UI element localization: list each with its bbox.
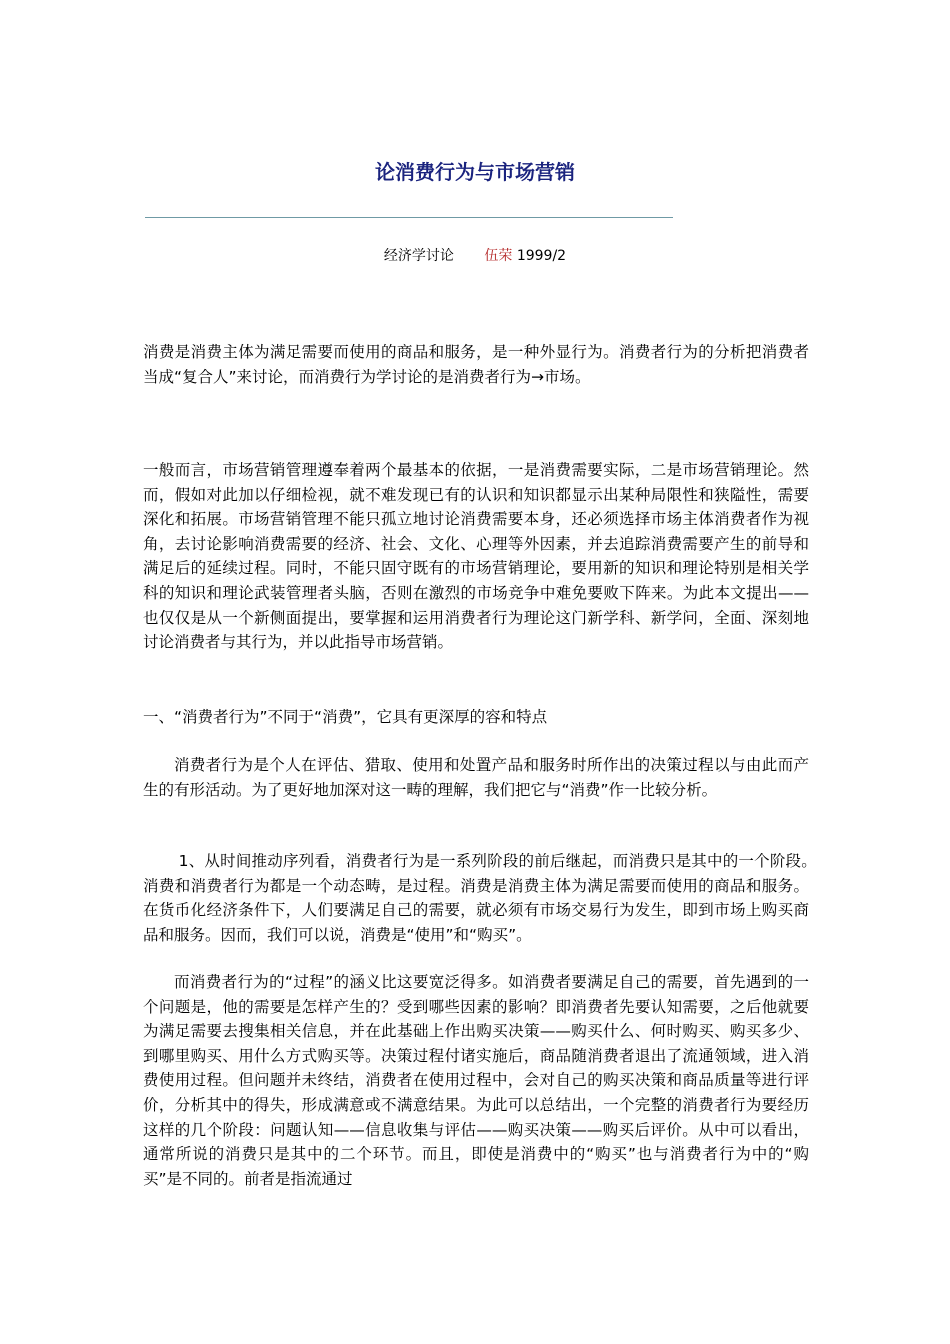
paragraph: 1、从时间推动序列看，消费者行为是一系列阶段的前后继起，而消费只是其中的一个阶段。 消费和消费者行为都是一个动态畴，是过程。消费是消费主体为满足需要而使用的商品和服务。在货币化经济条件下，人们要满足自己的需要，就必须有市场交易行为发生，即到市场上购买商品和服务。因而，我们可以说，消费是“使用”和“购买”。 [143, 852, 841, 944]
article-title: 论消费行为与市场营销 [375, 160, 575, 184]
author-link[interactable]: 伍荣 [484, 248, 513, 264]
article-meta [0, 244, 950, 268]
paragraph: 消费是消费主体为满足需要而使用的商品和服务，是一种外显行为。消费者行为的分析把消费者当成“复合人”来讨论，而消费行为学讨论的是消费者行为→市场。 [143, 343, 809, 386]
paragraph: 消费者行为是个人在评估、猎取、使用和处置产品和服务时所作出的决策过程以与由此而产生的有形活动。为了更好地加深对这一畴的理解，我们把它与“消费”作一比较分析。 [143, 756, 809, 799]
paragraph: 而消费者行为的“过程”的涵义比这要宽泛得多。如消费者要满足自己的需要，首先遇到的一个问题是，他的需要是怎样产生的？受到哪些因素的影响？即消费者先要认知需要，之后他就要为满足需要去搜集相关信息，并在此基础上作出购买决策——购买什么、何时购买、购买多少、到哪里购买、用什么方式购买等。决策过程付诸实施后，商品随消费者退出了流通领域，进入消费使用过程。但问题并未终结，消费者在使用过程中，会对自己的购买决策和商品质量等进行评价，分析其中的得失，形成满意或不满意结果。为此可以总结出，一个完整的消费者行为要经历这样的几个阶段：问题认知——信息收集与评估——购买决策——购买后评价。从中可以看出，通常所说的消费只是其中的二个环节。而且，即使是消费中的“购买”也与消费者行为中的“购买”是不同的。前者是指流通过 [143, 973, 809, 1188]
title-divider [145, 217, 673, 218]
section-heading: 一、“消费者行为”不同于“消费”，它具有更深厚的容和特点 [143, 708, 548, 726]
source-label: 经济学讨论 [383, 248, 454, 264]
issue-label: 1999/2 [516, 248, 567, 264]
paragraph: 一般而言，市场营销管理遵奉着两个最基本的依据，一是消费需要实际，二是市场营销理论。然而，假如对此加以仔细检视，就不难发现已有的认识和知识都显示出某种局限性和狭隘性，需要深化和拓展。市场营销管理不能只孤立地讨论消费需要本身，还必须选择市场主体消费者作为视角，去讨论影响消费需要的经济、社会、文化、心理等外因素，并去追踪消费需要产生的前导和满足后的延续过程。同时，不能只固守既有的市场营销理论，要用新的知识和理论特别是相关学科的知识和理论武装管理者头脑，否则在激烈的市场竞争中难免要败下阵来。为此本文提出——也仅仅是从一个新侧面提出，要掌握和运用消费者行为理论这门新学科、新学问，全面、深刻地讨论消费者与其行为，并以此指导市场营销。 [143, 461, 809, 652]
